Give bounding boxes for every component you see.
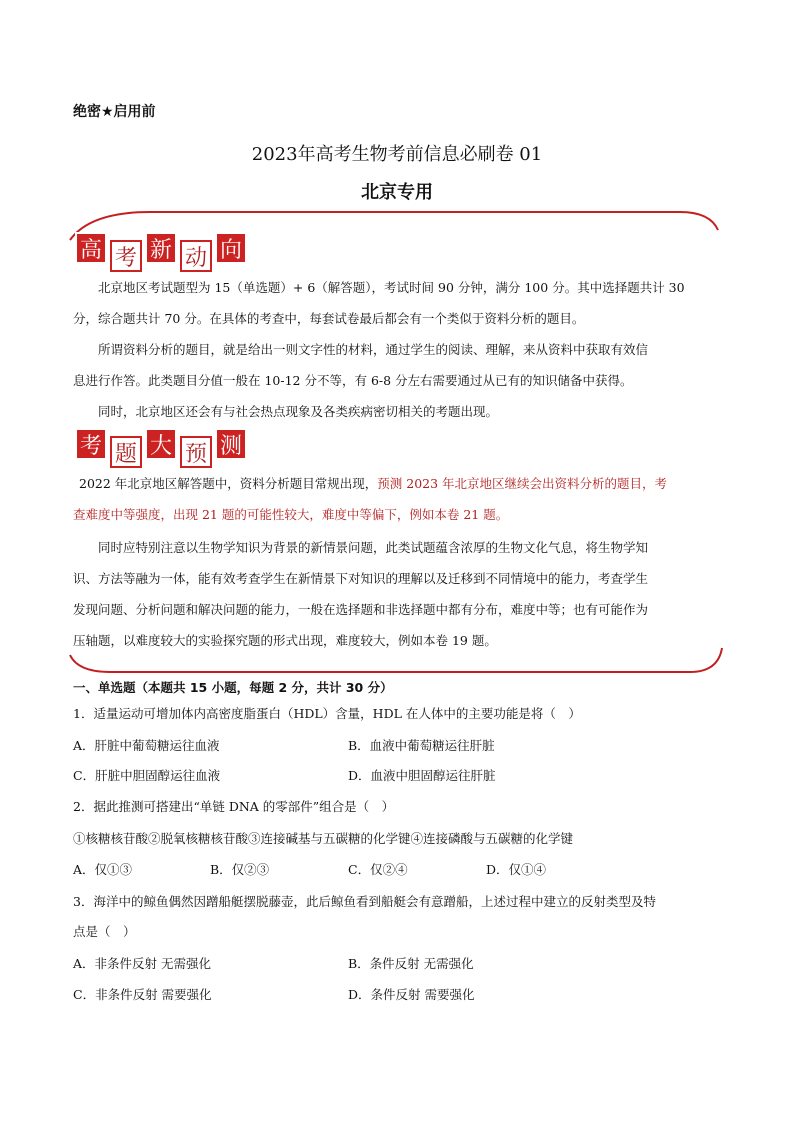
q1-option-a[interactable]: A．肝脏中葡萄糖运往血液 [73, 738, 220, 753]
text-line: 分，综合题共计 70 分。在具体的考查中，每套试卷最后都会有一个类似于资料分析的题目。 [73, 311, 585, 326]
text-line: 息进行作答。此类题目分值一般在 10-12 分不等，有 6-8 分左右需要通过从已有的知识储备中获得。 [73, 373, 633, 388]
badge-char: 测 [215, 428, 247, 460]
question-1-stem: 1．适量运动可增加体内高密度脂蛋白（HDL）含量，HDL 在人体中的主要功能是将（ ） [73, 706, 581, 721]
section-heading: 一、单选题（本题共 15 小题，每题 2 分，共计 30 分） [73, 680, 393, 695]
text-line: 所谓资料分析的题目，就是给出一则文字性的材料，通过学生的阅读、理解，来从资料中获取有效信 [98, 342, 649, 357]
badge-char: 大 [145, 428, 177, 460]
text-line: 发现问题、分析问题和解决问题的能力，一般在选择题和非选择题中都有分布，难度中等；也有可能作为 [73, 602, 649, 617]
q2-option-b[interactable]: B．仅②③ [210, 862, 270, 877]
q3-option-c[interactable]: C．非条件反射 需要强化 [73, 987, 212, 1002]
badge-char: 新 [145, 232, 177, 264]
text-line: 北京地区考试题型为 15（单选题）+ 6（解答题），考试时间 90 分钟，满分 100 分。其中选择题共计 30 [98, 280, 685, 295]
text-line: 压轴题，以难度较大的实验探究题的形式出现，难度较大，例如本卷 19 题。 [73, 633, 497, 648]
page-subtitle: 北京专用 [361, 182, 433, 203]
badge-row-predictions [75, 428, 247, 468]
q2-option-c[interactable]: C．仅②④ [348, 862, 408, 877]
q3-option-b[interactable]: B．条件反射 无需强化 [348, 956, 474, 971]
badge-char: 考 [75, 428, 107, 460]
confidential-label: 绝密★启用前 [73, 104, 156, 120]
q3-option-a[interactable]: A．非条件反射 无需强化 [73, 956, 212, 971]
q3-option-d[interactable]: D．条件反射 需要强化 [348, 987, 475, 1002]
question-3-stem-cont: 点是（ ） [73, 924, 136, 939]
badge-char: 考 [110, 240, 142, 272]
q1-option-b[interactable]: B．血液中葡萄糖运往肝脏 [348, 738, 495, 753]
q1-option-c[interactable]: C．肝脏中胆固醇运往血液 [73, 768, 221, 783]
question-2-items: ①核糖核苷酸②脱氧核糖核苷酸③连接碱基与五碳糖的化学键④连接磷酸与五碳糖的化学键 [73, 831, 574, 846]
predict-line-2: 查难度中等强度，出现 21 题的可能性较大，难度中等偏下，例如本卷 21 题。 [73, 507, 509, 522]
text-line: 同时，北京地区还会有与社会热点现象及各类疾病密切相关的考题出现。 [98, 404, 499, 419]
question-2-stem: 2．据此推测可搭建出“单链 DNA 的零部件”组合是（ ） [73, 799, 395, 814]
badge-char: 高 [75, 232, 107, 264]
highlight-span: 预测 2023 年北京地区继续会出资料分析的题目，考 [377, 476, 668, 491]
q1-option-d[interactable]: D．血液中胆固醇运往肝脏 [348, 768, 496, 783]
question-3-stem: 3．海洋中的鲸鱼偶然因蹭船艇摆脱藤壶，此后鲸鱼看到船艇会有意蹭船，上述过程中建立的反射类型及特 [73, 894, 656, 909]
page-title: 2023年高考生物考前信息必刷卷 01 [251, 144, 543, 165]
badge-char: 题 [110, 436, 142, 468]
badge-char: 预 [180, 436, 212, 468]
badge-row-trends [75, 232, 247, 272]
q2-option-a[interactable]: A．仅①③ [73, 862, 133, 877]
text-span: 2022 年北京地区解答题中，资料分析题目常规出现， [79, 476, 378, 491]
badge-char: 动 [180, 240, 212, 272]
predict-line-1 [79, 468, 729, 499]
q2-option-d[interactable]: D．仅①④ [486, 862, 547, 877]
text-line: 识、方法等融为一体，能有效考查学生在新情景下对知识的理解以及迁移到不同情境中的能力，考查学生 [73, 571, 649, 586]
text-line: 同时应特别注意以生物学知识为背景的新情景问题，此类试题蕴含浓厚的生物文化气息，将生物学知 [98, 540, 649, 555]
intro-paragraph-1 [73, 272, 723, 303]
badge-char: 向 [215, 232, 247, 264]
